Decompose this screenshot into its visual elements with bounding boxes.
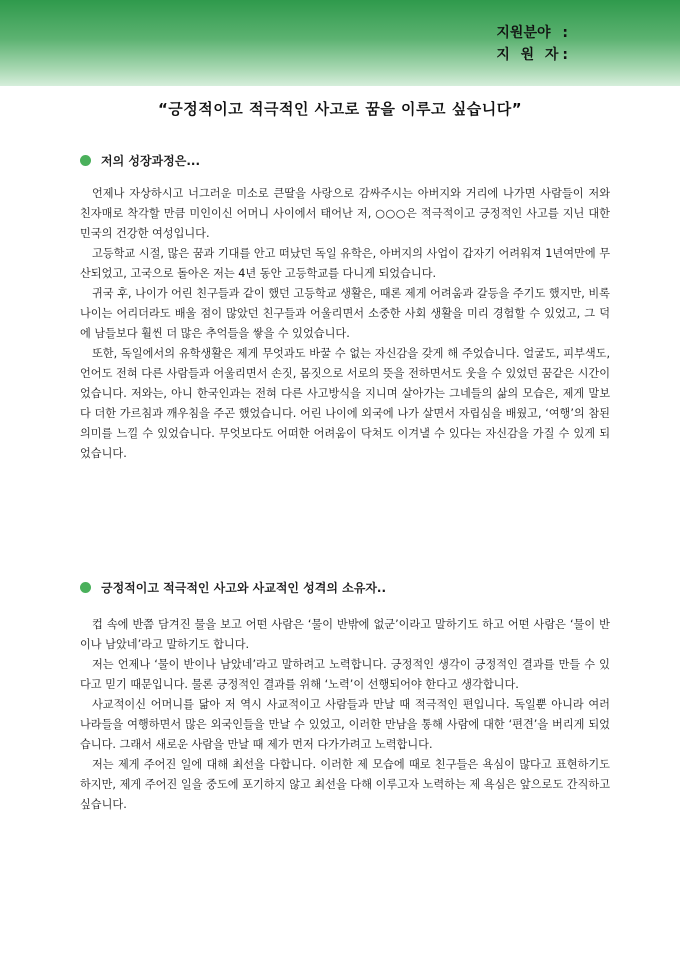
document-title: “긍정적이고 적극적인 사고로 꿈을 이루고 싶습니다”: [157, 100, 523, 118]
applicant-label: 지 원 자: [496, 47, 559, 63]
paragraph: 언제나 자상하시고 너그러운 미소로 큰딸을 사랑으로 감싸주시는 아버지와 거리에 나가면 사람들이 저와 친자매로 착각할 만큼 미인이신 어머니 사이에서 태어난 저, ○○○은 적극적이고 긍정적인 사고를 지닌 대한민국의 건강한 여성입니다.: [80, 187, 610, 240]
paragraph: 또한, 독일에서의 유학생활은 제게 무엇과도 바꿀 수 없는 자신감을 갖게 해 주었습니다. 얼굴도, 피부색도, 언어도 전혀 다른 사람들과 어울리면서 손짓, 몸짓으로 서로의 뜻을 전하면서도 웃을 수 있었던 꿈같은 시간이었습니다. 저와는, 아니 한국인과는 전혀 다른 사고방식을 지니며 살아가는 그네들의 삶의 모습은, 제게 말보다 더한 가르침과 깨우침을 주곤 했었습니다. 어린 나이에 외국에 나가 살면서 자립심을 배웠고, ‘여행’의 참된 의미를 느낄 수 있었습니다. 무엇보다도 어떠한 어려움이 닥쳐도 이겨낼 수 있다는 자신감을 가질 수 있게 되었습니다.: [80, 347, 610, 460]
field-colon: :: [562, 25, 568, 41]
applicant-info: [496, 22, 568, 66]
paragraph: 사교적이신 어머니를 닮아 저 역시 사교적이고 사람들과 만날 때 적극적인 편입니다. 독일뿐 아니라 여러 나라들을 여행하면서 많은 외국인들을 만날 수 있었고, 이러한 만남을 통해 사람에 대한 ‘편견’을 버리게 되었습니다. 그래서 새로운 사람을 만날 때 제가 먼저 다가가려고 노력합니다.: [80, 698, 610, 751]
field-row: [496, 22, 568, 44]
paragraph: 귀국 후, 나이가 어린 친구들과 같이 했던 고등학교 생활은, 때론 제게 어려움과 갈등을 주기도 했지만, 비록 나이는 어리더라도 배울 점이 많았던 친구들과 어울리면서 소중한 사회 생활을 미리 경험할 수 있었고, 그 덕에 남들보다 훨씬 더 많은 추억들을 쌓을 수 있었습니다.: [80, 287, 610, 340]
bullet-icon: [80, 582, 91, 593]
section-growth: [80, 150, 610, 464]
field-label: 지원분야: [496, 25, 551, 41]
section-body: [80, 184, 610, 464]
bullet-icon: [80, 155, 91, 166]
section-heading-text: 저의 성장과정은...: [101, 153, 200, 168]
applicant-colon: :: [562, 47, 568, 63]
paragraph: 컵 속에 반쯤 담겨진 물을 보고 어떤 사람은 ‘물이 반밖에 없군’이라고 말하기도 하고 어떤 사람은 ‘물이 반이나 남았네’라고 말하기도 합니다.: [80, 618, 610, 651]
section-heading: [80, 150, 610, 170]
section-heading-text: 긍정적이고 적극적인 사고와 사교적인 성격의 소유자..: [101, 580, 387, 595]
applicant-row: [496, 44, 568, 66]
section-body: [80, 615, 610, 815]
paragraph: 저는 언제나 ‘물이 반이나 남았네’라고 말하려고 노력합니다. 긍정적인 생각이 긍정적인 결과를 만들 수 있다고 믿기 때문입니다. 물론 긍정적인 결과를 위해 ‘노력’이 선행되어야 한다고 생각합니다.: [80, 658, 610, 691]
section-heading: [80, 577, 610, 597]
paragraph: 저는 제게 주어진 일에 대해 최선을 다합니다. 이러한 제 모습에 때로 친구들은 욕심이 많다고 표현하기도 하지만, 제게 주어진 일을 중도에 포기하지 않고 최선을 다해 이루고자 노력하는 제 욕심은 앞으로도 간직하고 싶습니다.: [80, 758, 610, 811]
header-banner: [0, 0, 680, 86]
section-personality: [80, 577, 610, 815]
paragraph: 고등학교 시절, 많은 꿈과 기대를 안고 떠났던 독일 유학은, 아버지의 사업이 갑자기 어려워져 1년여만에 무산되었고, 고국으로 돌아온 저는 4년 동안 고등학교를 다니게 되었습니다.: [80, 247, 610, 280]
